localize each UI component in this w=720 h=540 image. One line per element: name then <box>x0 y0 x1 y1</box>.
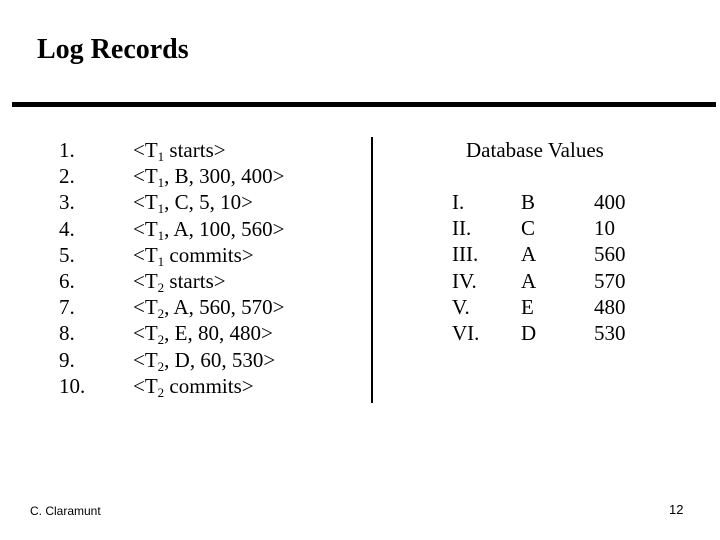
database-variable: A <box>521 242 537 267</box>
log-record-number: 9. <box>59 347 75 372</box>
transaction-subscript: 2 <box>157 280 165 296</box>
log-record-number: 3. <box>59 190 75 215</box>
log-record-number: 8. <box>59 321 75 346</box>
database-variable: A <box>521 268 537 293</box>
log-record-entry <box>133 216 285 242</box>
record-body: starts> <box>164 269 226 294</box>
log-record-number: 7. <box>59 295 75 320</box>
transaction-subscript: 1 <box>157 201 165 217</box>
transaction-subscript: 1 <box>157 149 165 164</box>
log-record-numbers <box>59 137 85 399</box>
record-prefix: <T <box>133 216 158 241</box>
log-record-number: 2. <box>59 164 75 189</box>
database-variable: D <box>521 321 537 346</box>
record-body: starts> <box>164 138 226 162</box>
record-body: , A, 560, 570> <box>164 295 285 320</box>
log-record-number: 4. <box>59 216 75 241</box>
slide-title: Log Records <box>37 34 189 65</box>
transaction-subscript: 1 <box>157 175 165 191</box>
database-value: 530 <box>594 321 626 346</box>
record-body: , E, 80, 480> <box>164 321 273 346</box>
database-value: 570 <box>594 268 626 293</box>
database-row-number: VI. <box>452 321 480 346</box>
database-value: 10 <box>594 216 615 241</box>
record-prefix: <T <box>133 269 158 294</box>
database-row-number: I. <box>452 190 465 214</box>
record-body: , C, 5, 10> <box>164 190 254 215</box>
log-record-entry <box>133 268 285 294</box>
record-prefix: <T <box>133 321 158 346</box>
database-row-number: IV. <box>452 268 477 293</box>
database-value: 560 <box>594 242 626 267</box>
log-record-list <box>133 137 285 399</box>
transaction-subscript: 1 <box>157 253 165 269</box>
database-values-heading: Database Values <box>466 138 604 162</box>
log-record-entry <box>133 242 285 268</box>
record-body: , D, 60, 530> <box>164 347 276 372</box>
database-variable: E <box>521 294 534 319</box>
database-row-number: III. <box>452 242 479 267</box>
column-divider <box>371 137 373 403</box>
database-row-number: II. <box>452 216 472 241</box>
log-record-entry <box>133 137 285 163</box>
database-value: 400 <box>594 190 626 214</box>
record-prefix: <T <box>133 373 158 398</box>
database-value: 480 <box>594 294 626 319</box>
log-record-entry <box>133 373 285 399</box>
record-body: commits> <box>164 373 254 398</box>
database-row-numbers <box>452 189 479 346</box>
record-prefix: <T <box>133 138 158 162</box>
log-record-entry <box>133 189 285 215</box>
transaction-subscript: 2 <box>157 384 165 400</box>
transaction-subscript: 2 <box>157 306 165 322</box>
record-body: , A, 100, 560> <box>164 216 285 241</box>
database-row-number: V. <box>452 294 470 319</box>
record-body: , B, 300, 400> <box>164 164 285 189</box>
log-record-entry <box>133 320 285 346</box>
transaction-subscript: 2 <box>157 358 165 374</box>
log-record-number: 1. <box>59 138 75 162</box>
log-record-number: 10. <box>59 373 86 398</box>
database-variable: C <box>521 216 536 241</box>
footer-author: C. Claramunt <box>30 504 101 518</box>
transaction-subscript: 1 <box>157 227 165 243</box>
record-prefix: <T <box>133 242 158 267</box>
transaction-subscript: 2 <box>157 332 165 348</box>
log-record-entry <box>133 347 285 373</box>
record-prefix: <T <box>133 347 158 372</box>
record-prefix: <T <box>133 190 158 215</box>
database-value-column <box>594 189 626 346</box>
database-variable: B <box>521 190 536 214</box>
title-divider <box>12 102 716 107</box>
record-body: commits> <box>164 242 254 267</box>
log-record-entry <box>133 163 285 189</box>
record-prefix: <T <box>133 295 158 320</box>
database-variable-column <box>521 189 536 346</box>
log-record-entry <box>133 294 285 320</box>
record-prefix: <T <box>133 164 158 189</box>
log-record-number: 5. <box>59 242 75 267</box>
log-record-number: 6. <box>59 269 75 294</box>
page-number: 12 <box>669 502 684 517</box>
